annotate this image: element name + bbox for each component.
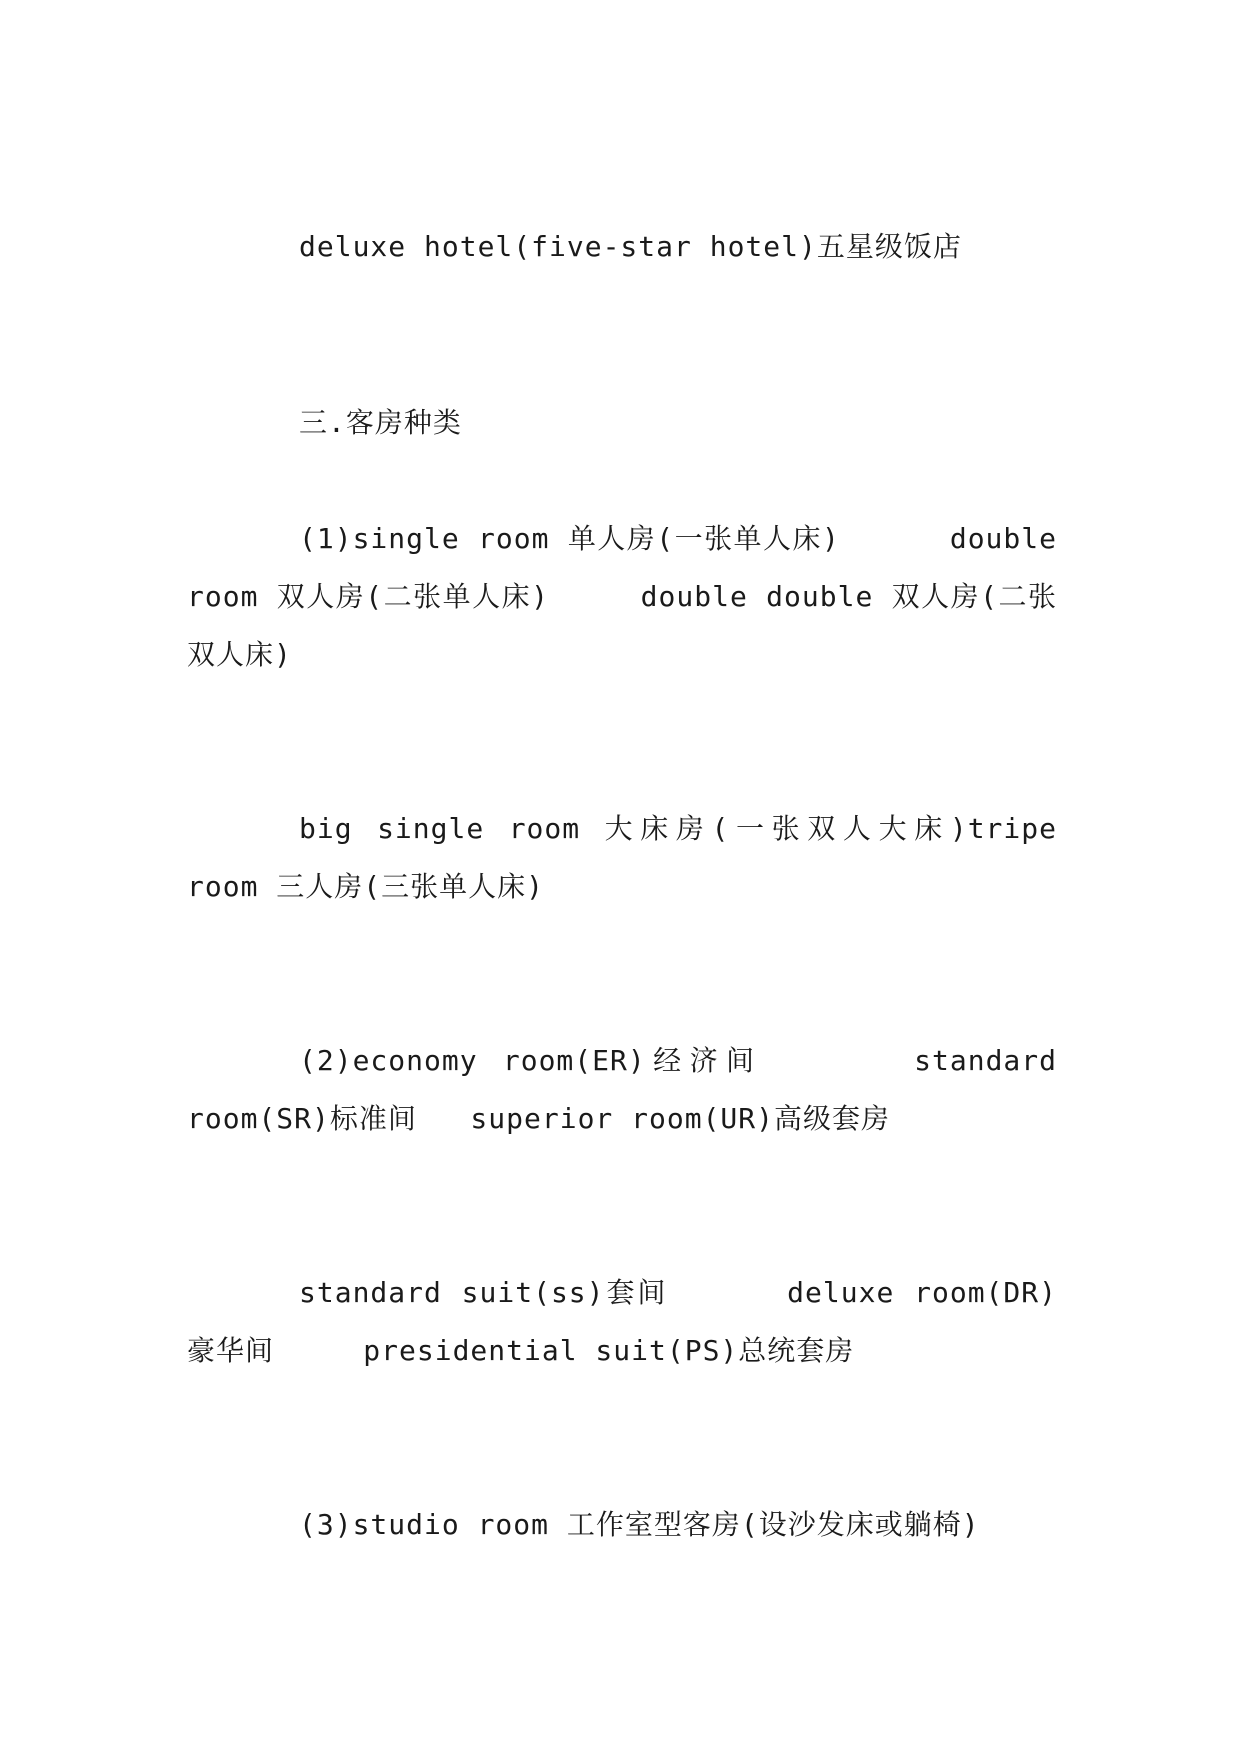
paragraph-room-types-2: (2)economy room(ER)经济间 standard room(SR)标准间 superior room(UR)高级套房 — [187, 1044, 1075, 1135]
paragraph-room-types-big-single: big single room 大床房(一张双人大床)tripe room 三人房(三张单人床) — [187, 812, 1075, 903]
paragraph-room-types-1: (1)single room 单人房(一张单人床) double room 双人房(二张单人床) double double 双人房(二张双人床) — [187, 522, 1075, 671]
paragraph-room-types-suites: standard suit(ss)套间 deluxe room(DR)豪华间 presidential suit(PS)总统套房 — [187, 1276, 1057, 1367]
section-heading-room-types: 三.客房种类 — [299, 406, 462, 439]
paragraph-deluxe-hotel: deluxe hotel(five-star hotel)五星级饭店 — [299, 230, 962, 263]
paragraph-room-types-3: (3)studio room 工作室型客房(设沙发床或躺椅) — [299, 1508, 980, 1541]
